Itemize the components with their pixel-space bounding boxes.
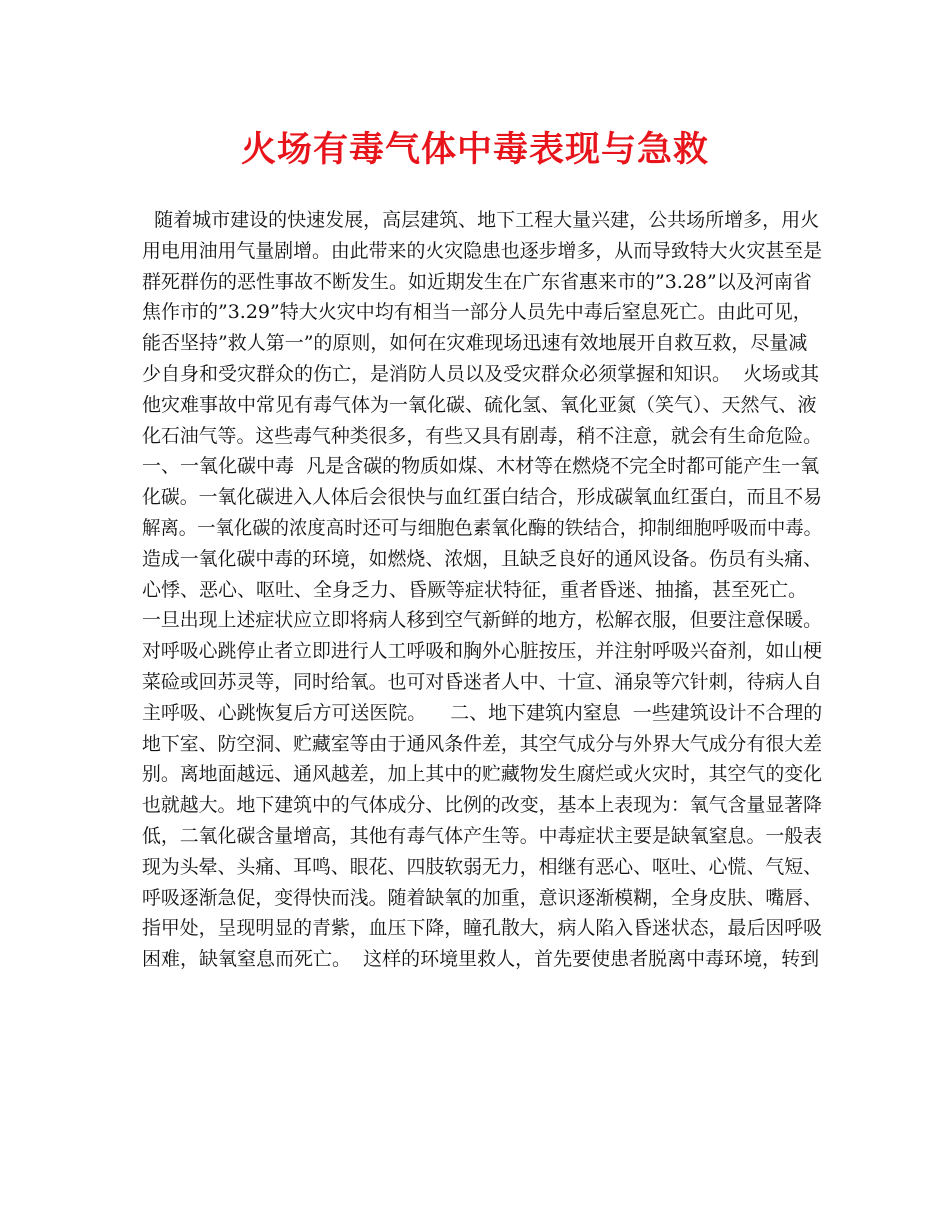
body-line: 心悸、恶心、呕吐、全身乏力、昏厥等症状特征，重者昏迷、抽搐，甚至死亡。: [142, 578, 808, 601]
body-line: 别。离地面越远、通风越差，加上其中的贮藏物发生腐烂或火灾时，其空气的变化: [142, 763, 823, 786]
body-line: 困难，缺氧窒息而死亡。 这样的环境里救人，首先要使患者脱离中毒环境，转到: [142, 948, 820, 971]
body-line: 能否坚持”救人第一”的原则，如何在灾难现场迅速有效地展开自救互救，尽量减: [142, 332, 808, 355]
body-line: 用电用油用气量剧增。由此带来的火灾隐患也逐步增多，从而导致特大火灾甚至是: [142, 239, 823, 262]
body-line: 一旦出现上述症状应立即将病人移到空气新鲜的地方，松解衣服，但要注意保暖。: [142, 609, 823, 632]
body-line: 也就越大。地下建筑中的气体成分、比例的改变，基本上表现为：氧气含量显著降: [142, 794, 823, 817]
body-line: 焦作市的”3.29”特大火灾中均有相当一部分人员先中毒后窒息死亡。由此可见，: [142, 301, 812, 324]
body-line: 他灾难事故中常见有毒气体为一氧化碳、硫化氢、氧化亚氮（笑气）、天然气、液: [142, 393, 817, 416]
body-line: 地下室、防空洞、贮藏室等由于通风条件差，其空气成分与外界大气成分有很大差: [142, 732, 823, 755]
body-line: 菜硷或回苏灵等，同时给氧。也可对昏迷者人中、十宣、涌泉等穴针刺，待病人自: [142, 670, 823, 693]
body-line: 群死群伤的恶性事故不断发生。如近期发生在广东省惠来市的”3.28”以及河南省: [142, 270, 812, 293]
body-line: 现为头晕、头痛、耳鸣、眼花、四肢软弱无力，相继有恶心、呕吐、心慌、气短、: [142, 855, 823, 878]
body-line: 少自身和受灾群众的伤亡，是消防人员以及受灾群众必须掌握和知识。 火场或其: [142, 362, 820, 385]
document-title: 火场有毒气体中毒表现与急救: [240, 129, 709, 170]
body-line: 呼吸逐渐急促，变得快而浅。随着缺氧的加重，意识逐渐模糊，全身皮肤、嘴唇、: [142, 886, 823, 909]
body-line: 对呼吸心跳停止者立即进行人工呼吸和胸外心脏按压，并注射呼吸兴奋剂，如山梗: [142, 640, 823, 663]
body-line: 化石油气等。这些毒气种类很多，有些又具有剧毒，稍不注意，就会有生命危险。: [142, 424, 823, 447]
body-line: 随着城市建设的快速发展，高层建筑、地下工程大量兴建，公共场所增多，用火: [142, 209, 820, 231]
body-line: 造成一氧化碳中毒的环境，如燃烧、浓烟，且缺乏良好的通风设备。伤员有头痛、: [142, 547, 823, 570]
body-line: 低，二氧化碳含量增高，其他有毒气体产生等。中毒症状主要是缺氧窒息。一般表: [142, 824, 823, 847]
body-line: 解离。一氧化碳的浓度高时还可与细胞色素氧化酶的铁结合，抑制细胞呼吸而中毒。: [142, 516, 823, 539]
body-line: 主呼吸、心跳恢复后方可送医院。 二、地下建筑内窒息 一些建筑设计不合理的: [142, 701, 823, 724]
body-line: 指甲处，呈现明显的青紫，血压下降，瞳孔散大，病人陷入昏迷状态，最后因呼吸: [142, 917, 823, 940]
document-body: [142, 205, 822, 975]
body-line: 一、一氧化碳中毒 凡是含碳的物质如煤、木材等在燃烧不完全时都可能产生一氧: [142, 455, 820, 478]
body-line: 化碳。一氧化碳进入人体后会很快与血红蛋白结合，形成碳氧血红蛋白，而且不易: [142, 486, 823, 509]
